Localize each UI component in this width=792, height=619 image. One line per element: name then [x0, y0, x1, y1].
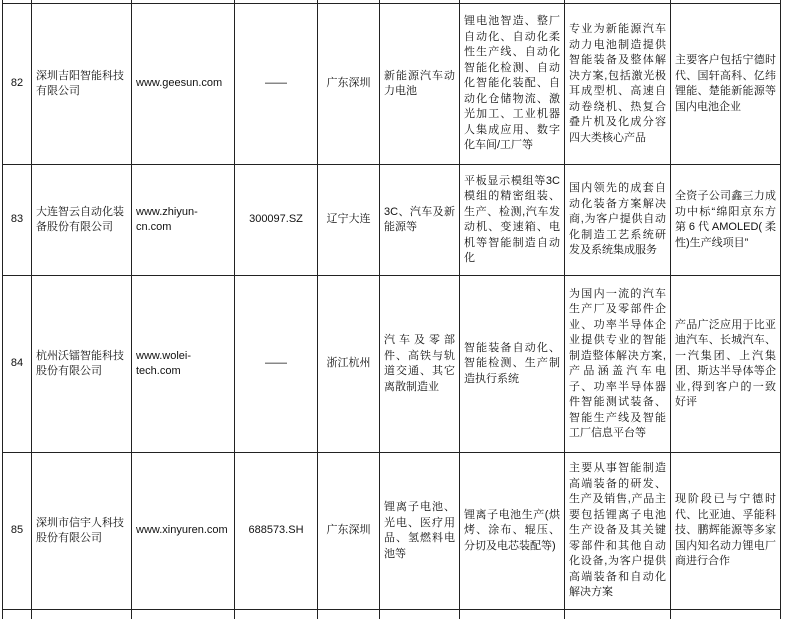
cell-customers: 全资子公司鑫三力成功中标“绵阳京东方第6代AMOLED(柔性)生产线项目”	[671, 165, 781, 276]
cell-products-services: 智能装备自动化、智能检测、生产制造执行系统	[460, 276, 565, 453]
cell-stock-code: 688573.SH	[235, 453, 318, 610]
cell-website: www.wolei-tech.com	[132, 276, 235, 453]
cell-company-name: 深圳市信宇人科技股份有限公司	[32, 453, 132, 610]
cell-empty	[460, 610, 565, 619]
cell-location: 广东深圳	[318, 453, 380, 610]
table-row	[3, 4, 781, 165]
cell-company-description: 为国内一流的汽车生产厂及零部件企业、功率半导体企业提供专业的智能制造整体解决方案,产品涵盖汽车电子、功率半导体器件智能测试装备、智能生产线及智能工厂信息平台等	[565, 276, 671, 453]
cell-industry: 汽车及零部件、高铁与轨道交通、其它离散制造业	[380, 276, 460, 453]
table-row-partial-bottom	[3, 610, 781, 619]
cell-location: 辽宁大连	[318, 165, 380, 276]
table-row	[3, 276, 781, 453]
cell-company-name: 深圳吉阳智能科技有限公司	[32, 4, 132, 165]
cell-customers: 主要客户包括宁德时代、国轩高科、亿纬锂能、楚能新能源等国内电池企业	[671, 4, 781, 165]
cell-products-services: 锂离子电池生产(烘烤、涂布、辊压、分切及电芯装配等)	[460, 453, 565, 610]
cell-empty	[235, 610, 318, 619]
table-row	[3, 165, 781, 276]
cell-website: www.zhiyun-cn.com	[132, 165, 235, 276]
cell-company-description: 专业为新能源汽车动力电池制造提供智能装备及整体解决方案,包括激光极耳成型机、高速自动卷绕机、热复合叠片机及化成分容四大类核心产品	[565, 4, 671, 165]
cell-company-name: 大连智云自动化装备股份有限公司	[32, 165, 132, 276]
cell-empty	[671, 610, 781, 619]
cell-industry: 3C、汽车及新能源等	[380, 165, 460, 276]
companies-table	[2, 0, 781, 619]
table-row	[3, 453, 781, 610]
cell-company-description: 主要从事智能制造高端装备的研发、生产及销售,产品主要包括锂离子电池生产设备及其关键零部件和其他自动化设备,为客户提供高端装备和自动化解决方案	[565, 453, 671, 610]
cell-location: 浙江杭州	[318, 276, 380, 453]
cell-customers: 现阶段已与宁德时代、比亚迪、孚能科技、鹏辉能源等多家国内知名动力锂电厂商进行合作	[671, 453, 781, 610]
cell-customers: 产品广泛应用于比亚迪汽车、长城汽车、一汽集团、上汽集团、斯达半导体等企业,得到客户的一致好评	[671, 276, 781, 453]
cell-industry: 新能源汽车动力电池	[380, 4, 460, 165]
cell-index: 85	[3, 453, 32, 610]
cell-company-description: 国内领先的成套自动化装备方案解决商,为客户提供自动化制造工艺系统研发及系统集成服务	[565, 165, 671, 276]
cell-stock-code: ——	[235, 4, 318, 165]
cell-stock-code: 300097.SZ	[235, 165, 318, 276]
cell-index: 84	[3, 276, 32, 453]
cell-empty	[3, 610, 32, 619]
cell-empty	[318, 610, 380, 619]
cell-website: www.xinyuren.com	[132, 453, 235, 610]
cell-location: 广东深圳	[318, 4, 380, 165]
cell-index: 82	[3, 4, 32, 165]
cell-empty	[132, 610, 235, 619]
cell-empty	[32, 610, 132, 619]
cell-company-name: 杭州沃镭智能科技股份有限公司	[32, 276, 132, 453]
cell-index: 83	[3, 165, 32, 276]
cell-empty	[565, 610, 671, 619]
cell-industry: 锂离子电池、光电、医疗用品、氢燃料电池等	[380, 453, 460, 610]
cell-products-services: 锂电池智造、整厂自动化、自动化柔性生产线、自动化智能化检测、自动化智能化装配、自动化仓储物流、激光加工、工业机器人集成应用、数字化车间/工厂等	[460, 4, 565, 165]
cell-empty	[380, 610, 460, 619]
cell-stock-code: ——	[235, 276, 318, 453]
cell-products-services: 平板显示模组等3C模组的精密组装、生产、检测,汽车发动机、变速箱、电机等智能制造自动化	[460, 165, 565, 276]
cell-website: www.geesun.com	[132, 4, 235, 165]
